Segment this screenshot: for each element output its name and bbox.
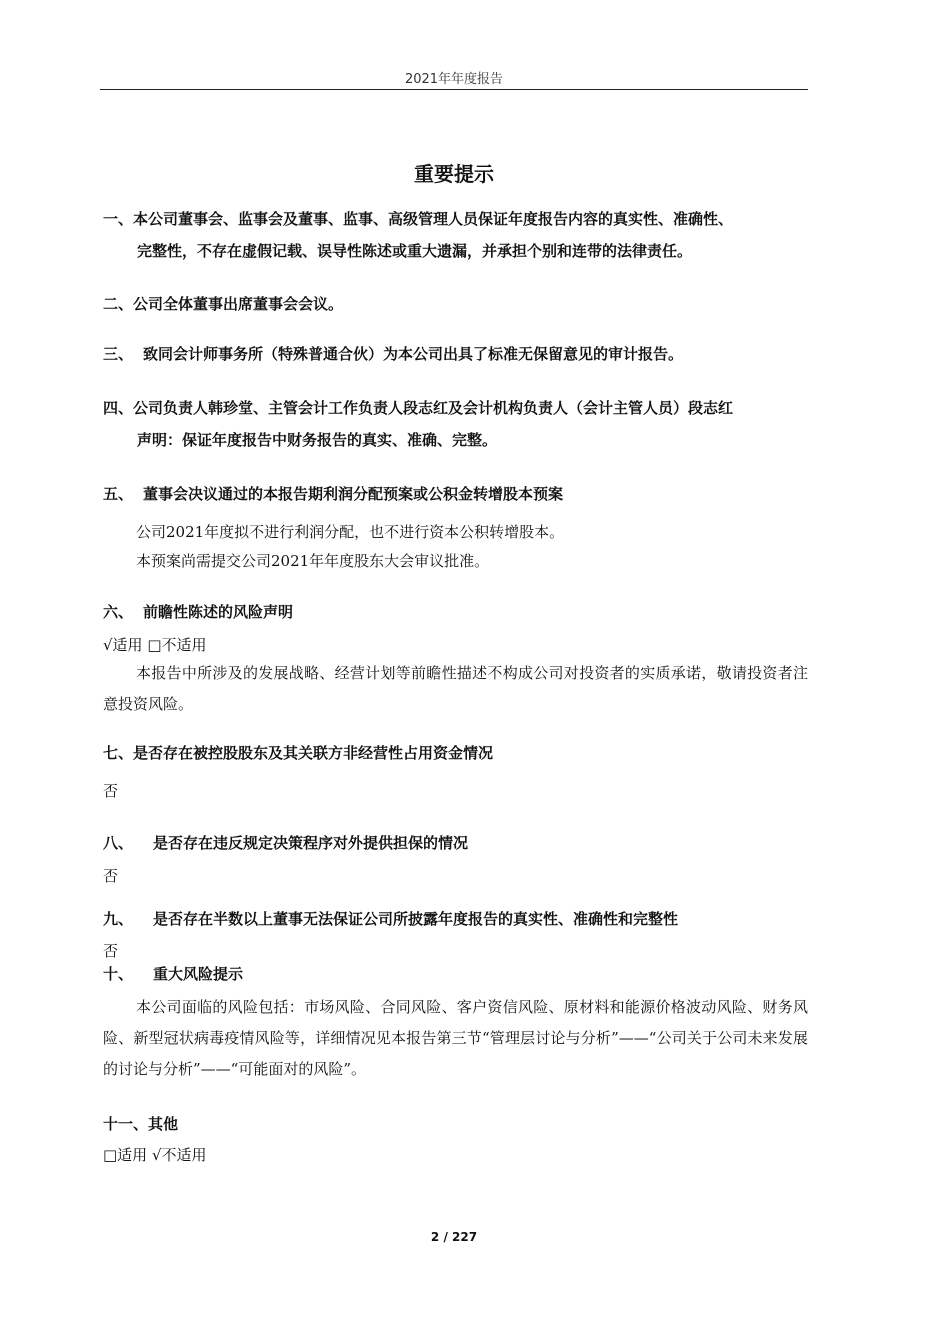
section-10-text: 重大风险提示 xyxy=(153,965,244,983)
section-5-paragraph-2: 本预案尚需提交公司2021年年度股东大会审议批准。 xyxy=(136,552,490,570)
section-1-heading xyxy=(103,203,808,267)
section-6-text: 前瞻性陈述的风险声明 xyxy=(143,603,294,621)
section-3-text: 致同会计师事务所（特殊普通合伙）为本公司出具了标准无保留意见的审计报告。 xyxy=(143,345,684,363)
section-9-text: 是否存在半数以上董事无法保证公司所披露年度报告的真实性、准确性和完整性 xyxy=(153,910,679,928)
section-2-heading: 二、公司全体董事出席董事会会议。 xyxy=(103,295,344,313)
section-7-answer: 否 xyxy=(103,782,119,800)
section-6-body: 本报告中所涉及的发展战略、经营计划等前瞻性描述不构成公司对投资者的实质承诺，敬请投资者注意投资风险。 xyxy=(103,664,808,713)
section-10-body: 本公司面临的风险包括：市场风险、合同风险、客户资信风险、原材料和能源价格波动风险、财务风险、新型冠状病毒疫情风险等，详细情况见本报告第三节“管理层讨论与分析”——“公司关于公司未来发展的讨论与分析”——“可能面对的风险”。 xyxy=(103,998,808,1078)
section-3-heading xyxy=(103,338,683,370)
section-5-heading xyxy=(103,478,563,510)
section-5-text: 董事会决议通过的本报告期利润分配预案或公积金转增股本预案 xyxy=(143,485,564,503)
section-8-number: 八、 xyxy=(103,834,134,852)
section-7-heading: 七、是否存在被控股股东及其关联方非经营性占用资金情况 xyxy=(103,744,494,762)
section-8-heading xyxy=(103,827,468,859)
section-9-answer: 否 xyxy=(103,942,119,960)
section-11-applicability: □适用 √不适用 xyxy=(103,1146,207,1164)
section-5-paragraph-1: 公司2021年度拟不进行利润分配，也不进行资本公积转增股本。 xyxy=(136,523,565,541)
section-6-number: 六、 xyxy=(103,603,134,621)
section-8-text: 是否存在违反规定决策程序对外提供担保的情况 xyxy=(153,834,469,852)
section-9-number: 九、 xyxy=(103,910,134,928)
section-1-line1: 一、本公司董事会、监事会及董事、监事、高级管理人员保证年度报告内容的真实性、准确性、 xyxy=(103,210,734,228)
section-10-number: 十、 xyxy=(103,965,134,983)
section-6-applicability: √适用 □不适用 xyxy=(103,636,207,654)
section-4-line2: 声明：保证年度报告中财务报告的真实、准确、完整。 xyxy=(137,431,498,449)
section-6-heading xyxy=(103,596,293,628)
page-number: 2 / 227 xyxy=(430,1230,478,1244)
section-8-answer: 否 xyxy=(103,867,119,885)
section-9-heading xyxy=(103,903,678,935)
section-4-line1: 四、公司负责人韩珍堂、主管会计工作负责人段志红及会计机构负责人（会计主管人员）段志红 xyxy=(103,399,734,417)
section-10-heading xyxy=(103,958,243,990)
running-header: 2021年年度报告 xyxy=(404,72,504,87)
section-3-number: 三、 xyxy=(103,345,134,363)
section-5-number: 五、 xyxy=(103,485,134,503)
header-divider xyxy=(100,89,808,90)
section-1-line2: 完整性，不存在虚假记载、误导性陈述或重大遗漏，并承担个别和连带的法律责任。 xyxy=(137,242,693,260)
page-title: 重要提示 xyxy=(414,162,494,186)
section-11-heading: 十一、其他 xyxy=(103,1115,179,1133)
section-4-heading xyxy=(103,392,808,456)
